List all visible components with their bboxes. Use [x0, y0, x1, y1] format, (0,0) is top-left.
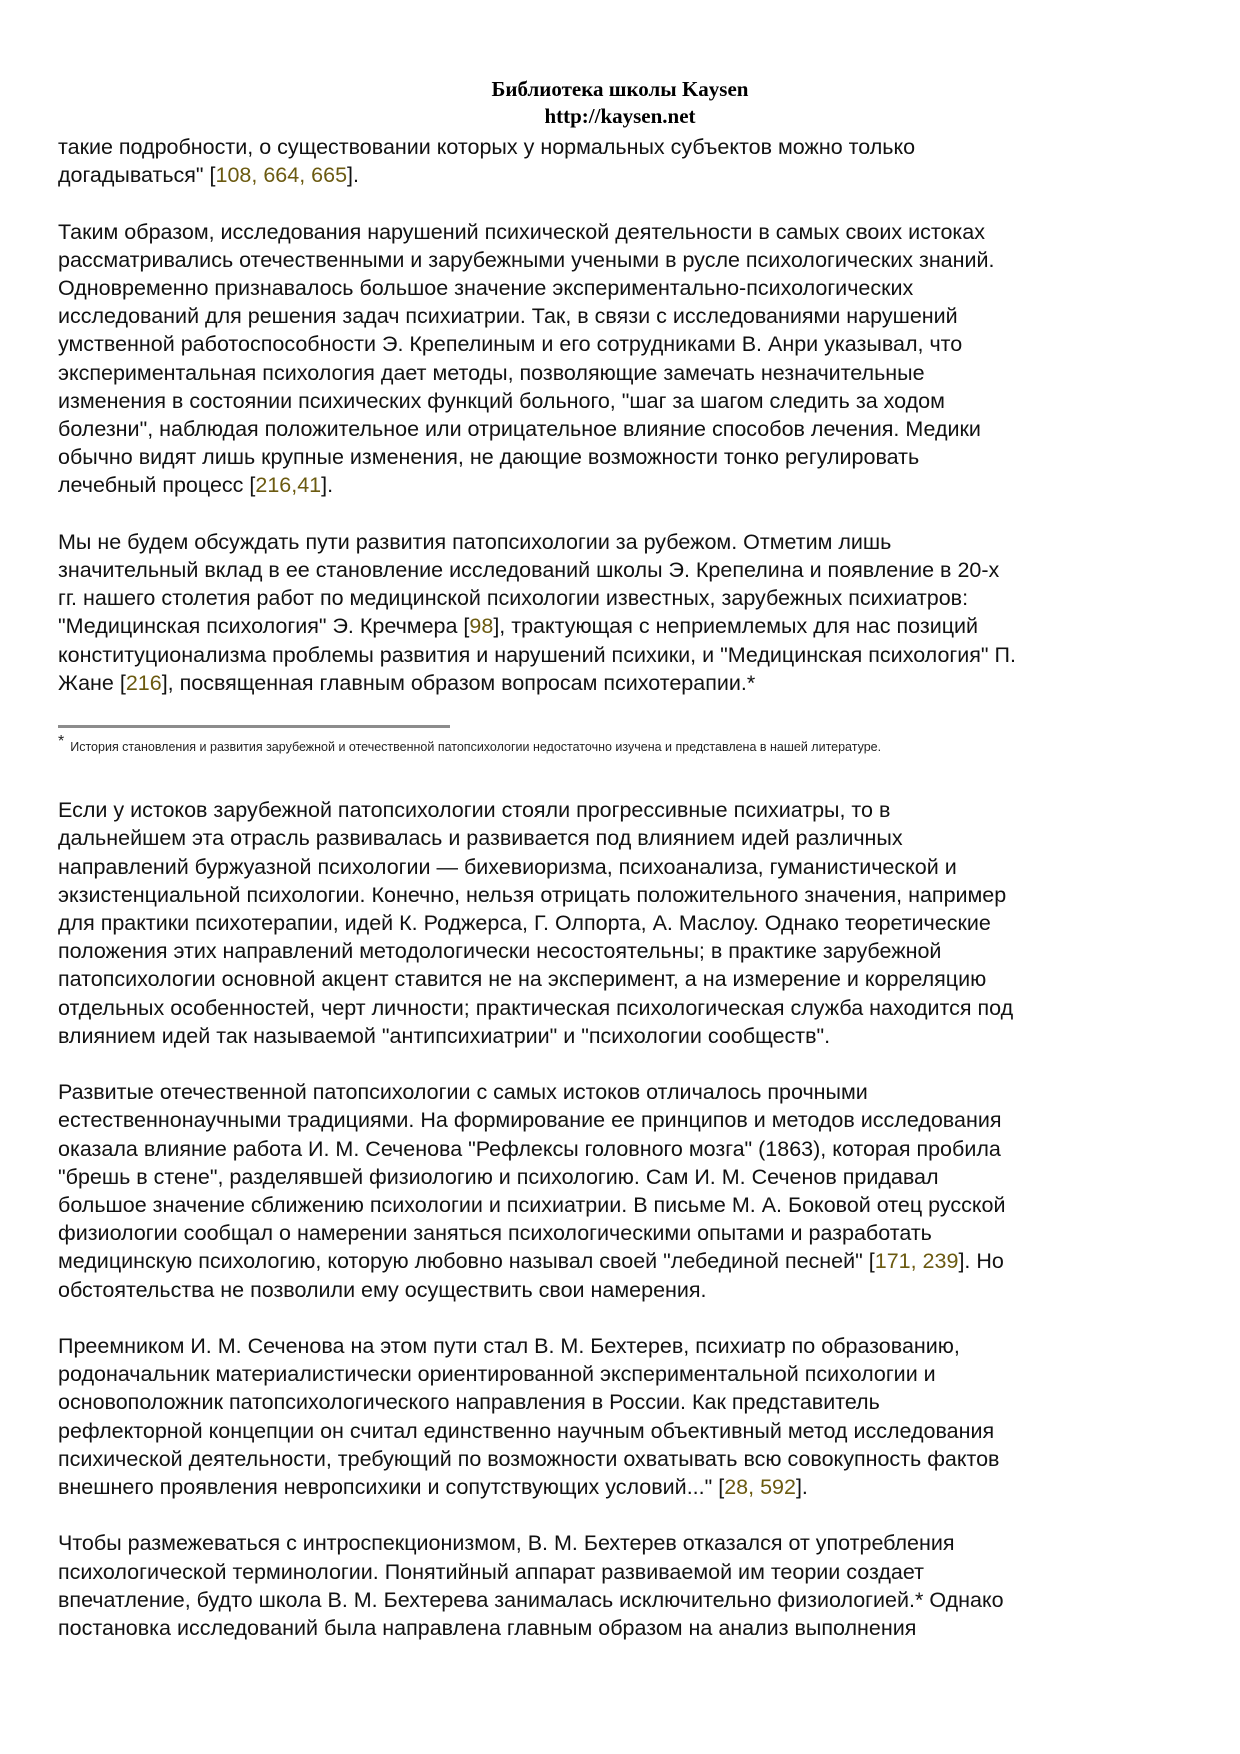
text-line	[58, 1022, 1188, 1050]
text-segment: Чтобы размежеваться с интроспекционизмом, В. М. Бехтерев отказался от употребления	[58, 1531, 955, 1556]
paragraph	[58, 528, 1188, 697]
text-line	[58, 161, 1188, 189]
text-segment: патопсихологии основной акцент ставится не на эксперимент, а на измерение и корреляцию	[58, 967, 987, 992]
text-segment: большое значение сближению психологии и психиатрии. В письме М. А. Боковой отец русской	[58, 1193, 1006, 1218]
footnote	[58, 733, 1188, 756]
text-segment: такие подробности, о существовании которых у нормальных субъектов можно только	[58, 135, 916, 159]
text-line	[58, 641, 1188, 669]
text-line	[58, 1529, 1188, 1557]
text-line	[58, 387, 1188, 415]
text-line	[58, 824, 1188, 852]
text-line	[58, 937, 1188, 965]
text-line	[58, 669, 1188, 697]
text-line	[58, 1417, 1188, 1445]
text-line	[58, 965, 1188, 993]
text-segment: Развитые отечественной патопсихологии с самых истоков отличалось прочными	[58, 1080, 868, 1105]
text-line	[58, 1558, 1188, 1586]
paragraph	[58, 218, 1188, 500]
paragraph	[58, 796, 1188, 1050]
text-segment: рефлекторной концепции он считал единственно научным объективный метод исследования	[58, 1418, 995, 1443]
text-line	[58, 359, 1188, 387]
text-line	[58, 415, 1188, 443]
text-segment: конституционализма проблемы развития и нарушений психики, и "Медицинская психология" П.	[58, 642, 1016, 667]
text-segment: психической деятельности, требующий по возможности охватывать всю совокупность фактов	[58, 1446, 1000, 1471]
footnote-separator	[58, 725, 450, 728]
text-line	[58, 1614, 1188, 1642]
text-segment: направлений буржуазной психологии — бихевиоризма, психоанализа, гуманистической и	[58, 854, 957, 879]
text-segment: ], посвященная главным образом вопросам психотерапии.*	[161, 670, 756, 695]
citation-link[interactable]: 108, 664, 665	[215, 163, 348, 188]
text-segment: гг. нашего столетия работ по медицинской психологии известных, зарубежных психиатров:	[58, 586, 969, 611]
text-segment: Если у истоков зарубежной патопсихологии стояли прогрессивные психиатры, то в	[58, 798, 891, 823]
text-segment: умственной работоспособности Э. Крепелиным и его сотрудниками В. Анри указывал, что	[58, 332, 963, 357]
text-segment: внешнего проявления невропсихики и сопутствующих условий..." [	[58, 1475, 725, 1500]
text-segment: для практики психотерапии, идей К. Роджерса, Г. Олпорта, А. Маслоу. Однако теоретические	[58, 911, 991, 936]
text-segment: исследований для решения задач психиатрии. Так, в связи с исследованиями нарушений	[58, 304, 958, 329]
page-header	[0, 76, 1240, 130]
text-segment: влиянием идей так называемой "антипсихиатрии" и "психологии сообществ".	[58, 1023, 831, 1048]
text-line	[58, 994, 1188, 1022]
text-line	[58, 1191, 1188, 1219]
text-segment: экспериментальная психология дает методы, позволяющие замечать незначительные	[58, 360, 925, 385]
text-segment: естественнонаучными традициями. На формирование ее принципов и методов исследования	[58, 1108, 1002, 1133]
text-segment: Мы не будем обсуждать пути развития патопсихологии за рубежом. Отметим лишь	[58, 529, 892, 554]
text-line	[58, 218, 1188, 246]
text-line	[58, 1332, 1188, 1360]
text-segment: изменения в состоянии психических функций больного, "шаг за шагом следить за ходом	[58, 388, 945, 413]
text-segment: болезни", наблюдая положительное или отрицательное влияние способов лечения. Медики	[58, 417, 981, 442]
text-segment: основоположник патопсихологического направления в России. Как представитель	[58, 1390, 880, 1415]
text-segment: экзистенциальной психологии. Конечно, нельзя отрицать положительного значения, например	[58, 882, 1007, 907]
text-segment: ], трактующая с неприемлемых для нас позиций	[493, 614, 979, 639]
text-segment: Жане [	[58, 670, 126, 695]
text-segment: обстоятельства не позволили ему осуществить свои намерения.	[58, 1277, 707, 1302]
paragraphs-after-footnote	[58, 796, 1188, 1642]
text-line	[58, 471, 1188, 499]
text-line	[58, 1163, 1188, 1191]
text-segment: "брешь в стене", разделявшей физиологию и психологию. Сам И. М. Сеченов придавал	[58, 1164, 939, 1189]
text-segment: значительный вклад в ее становление исследований школы Э. Крепелина и появление в 20-х	[58, 558, 1000, 583]
text-segment: Одновременно признавалось большое значение экспериментально-психологических	[58, 276, 914, 300]
text-segment: медицинскую психологию, которую любовно называл своей "лебединой песней" [	[58, 1249, 875, 1274]
text-line	[58, 1219, 1188, 1247]
citation-link[interactable]: 216	[125, 670, 162, 695]
text-segment: впечатление, будто школа В. М. Бехтерева занималась исключительно физиологией.* Однако	[58, 1587, 1004, 1612]
library-url: http://kaysen.net	[544, 104, 696, 128]
text-segment: догадываться" [	[58, 163, 216, 188]
text-line	[58, 1445, 1188, 1473]
text-line	[58, 1078, 1188, 1106]
text-line	[58, 1388, 1188, 1416]
text-line	[58, 1360, 1188, 1388]
text-segment: отдельных особенностей, черт личности; практическая психологическая служба находится под	[58, 995, 1014, 1020]
paragraph	[58, 1529, 1188, 1642]
text-line	[58, 584, 1188, 612]
text-line	[58, 302, 1188, 330]
text-segment: оказала влияние работа И. М. Сеченова "Рефлексы головного мозга" (1863), которая пробила	[58, 1136, 1001, 1161]
citation-link[interactable]: 216,41	[255, 473, 322, 498]
text-line	[58, 909, 1188, 937]
text-segment: "Медицинская психология" Э. Кречмера [	[58, 614, 470, 639]
text-segment: обычно видят лишь крупные изменения, не дающие возможности тонко регулировать	[58, 445, 920, 470]
text-segment: лечебный процесс [	[58, 473, 256, 498]
text-line	[58, 1473, 1188, 1501]
paragraph	[58, 1078, 1188, 1304]
text-line	[58, 443, 1188, 471]
text-line	[58, 853, 1188, 881]
text-segment: физиологии сообщал о намерении заняться психологическими опытами и разработать	[58, 1221, 932, 1246]
text-segment: ].	[347, 163, 359, 188]
text-line	[58, 881, 1188, 909]
text-segment: положения этих направлений методологически несостоятельны; в практике зарубежной	[58, 939, 942, 964]
text-line	[58, 246, 1188, 274]
text-line	[58, 1586, 1188, 1614]
text-line	[58, 556, 1188, 584]
citation-link[interactable]: 28, 592	[724, 1475, 796, 1500]
text-segment: постановка исследований была направлена главным образом на анализ выполнения	[58, 1616, 917, 1641]
text-segment: рассматривались отечественными и зарубежными учеными в русле психологических знаний.	[58, 247, 995, 272]
text-line	[58, 528, 1188, 556]
text-segment: психологической терминологии. Понятийный аппарат развиваемой им теории создает	[58, 1559, 924, 1584]
footnote-mark: *	[58, 733, 65, 751]
text-line	[58, 1135, 1188, 1163]
citation-link[interactable]: 171, 239	[874, 1249, 959, 1274]
library-title: Библиотека школы Kaysen	[491, 77, 749, 101]
paragraphs-before-footnote	[58, 133, 1188, 697]
text-line	[58, 1106, 1188, 1134]
text-segment: ].	[321, 473, 334, 498]
citation-link[interactable]: 98	[469, 614, 494, 639]
text-segment: ]. Но	[958, 1249, 1004, 1274]
text-line	[58, 1247, 1188, 1275]
text-segment: дальнейшем эта отрасль развивалась и развивается под влиянием идей различных	[58, 826, 903, 851]
text-line	[58, 1276, 1188, 1304]
text-segment: Преемником И. М. Сеченова на этом пути стал В. М. Бехтерев, психиатр по образованию,	[58, 1334, 960, 1359]
document-body	[58, 133, 1188, 1670]
text-segment: Таким образом, исследования нарушений психической деятельности в самых своих истоках	[58, 219, 985, 244]
paragraph	[58, 133, 1188, 189]
text-line	[58, 330, 1188, 358]
text-line	[58, 612, 1188, 640]
text-segment: родоначальник материалистически ориентированной экспериментальной психологии и	[58, 1362, 936, 1387]
paragraph	[58, 1332, 1188, 1501]
text-line	[58, 796, 1188, 824]
text-line	[58, 133, 1188, 161]
text-line	[58, 274, 1188, 302]
text-segment: ].	[795, 1475, 808, 1500]
footnote-text: История становления и развития зарубежной и отечественной патопсихологии недостаточно изучена и представлена в нашей литературе.	[70, 740, 882, 755]
